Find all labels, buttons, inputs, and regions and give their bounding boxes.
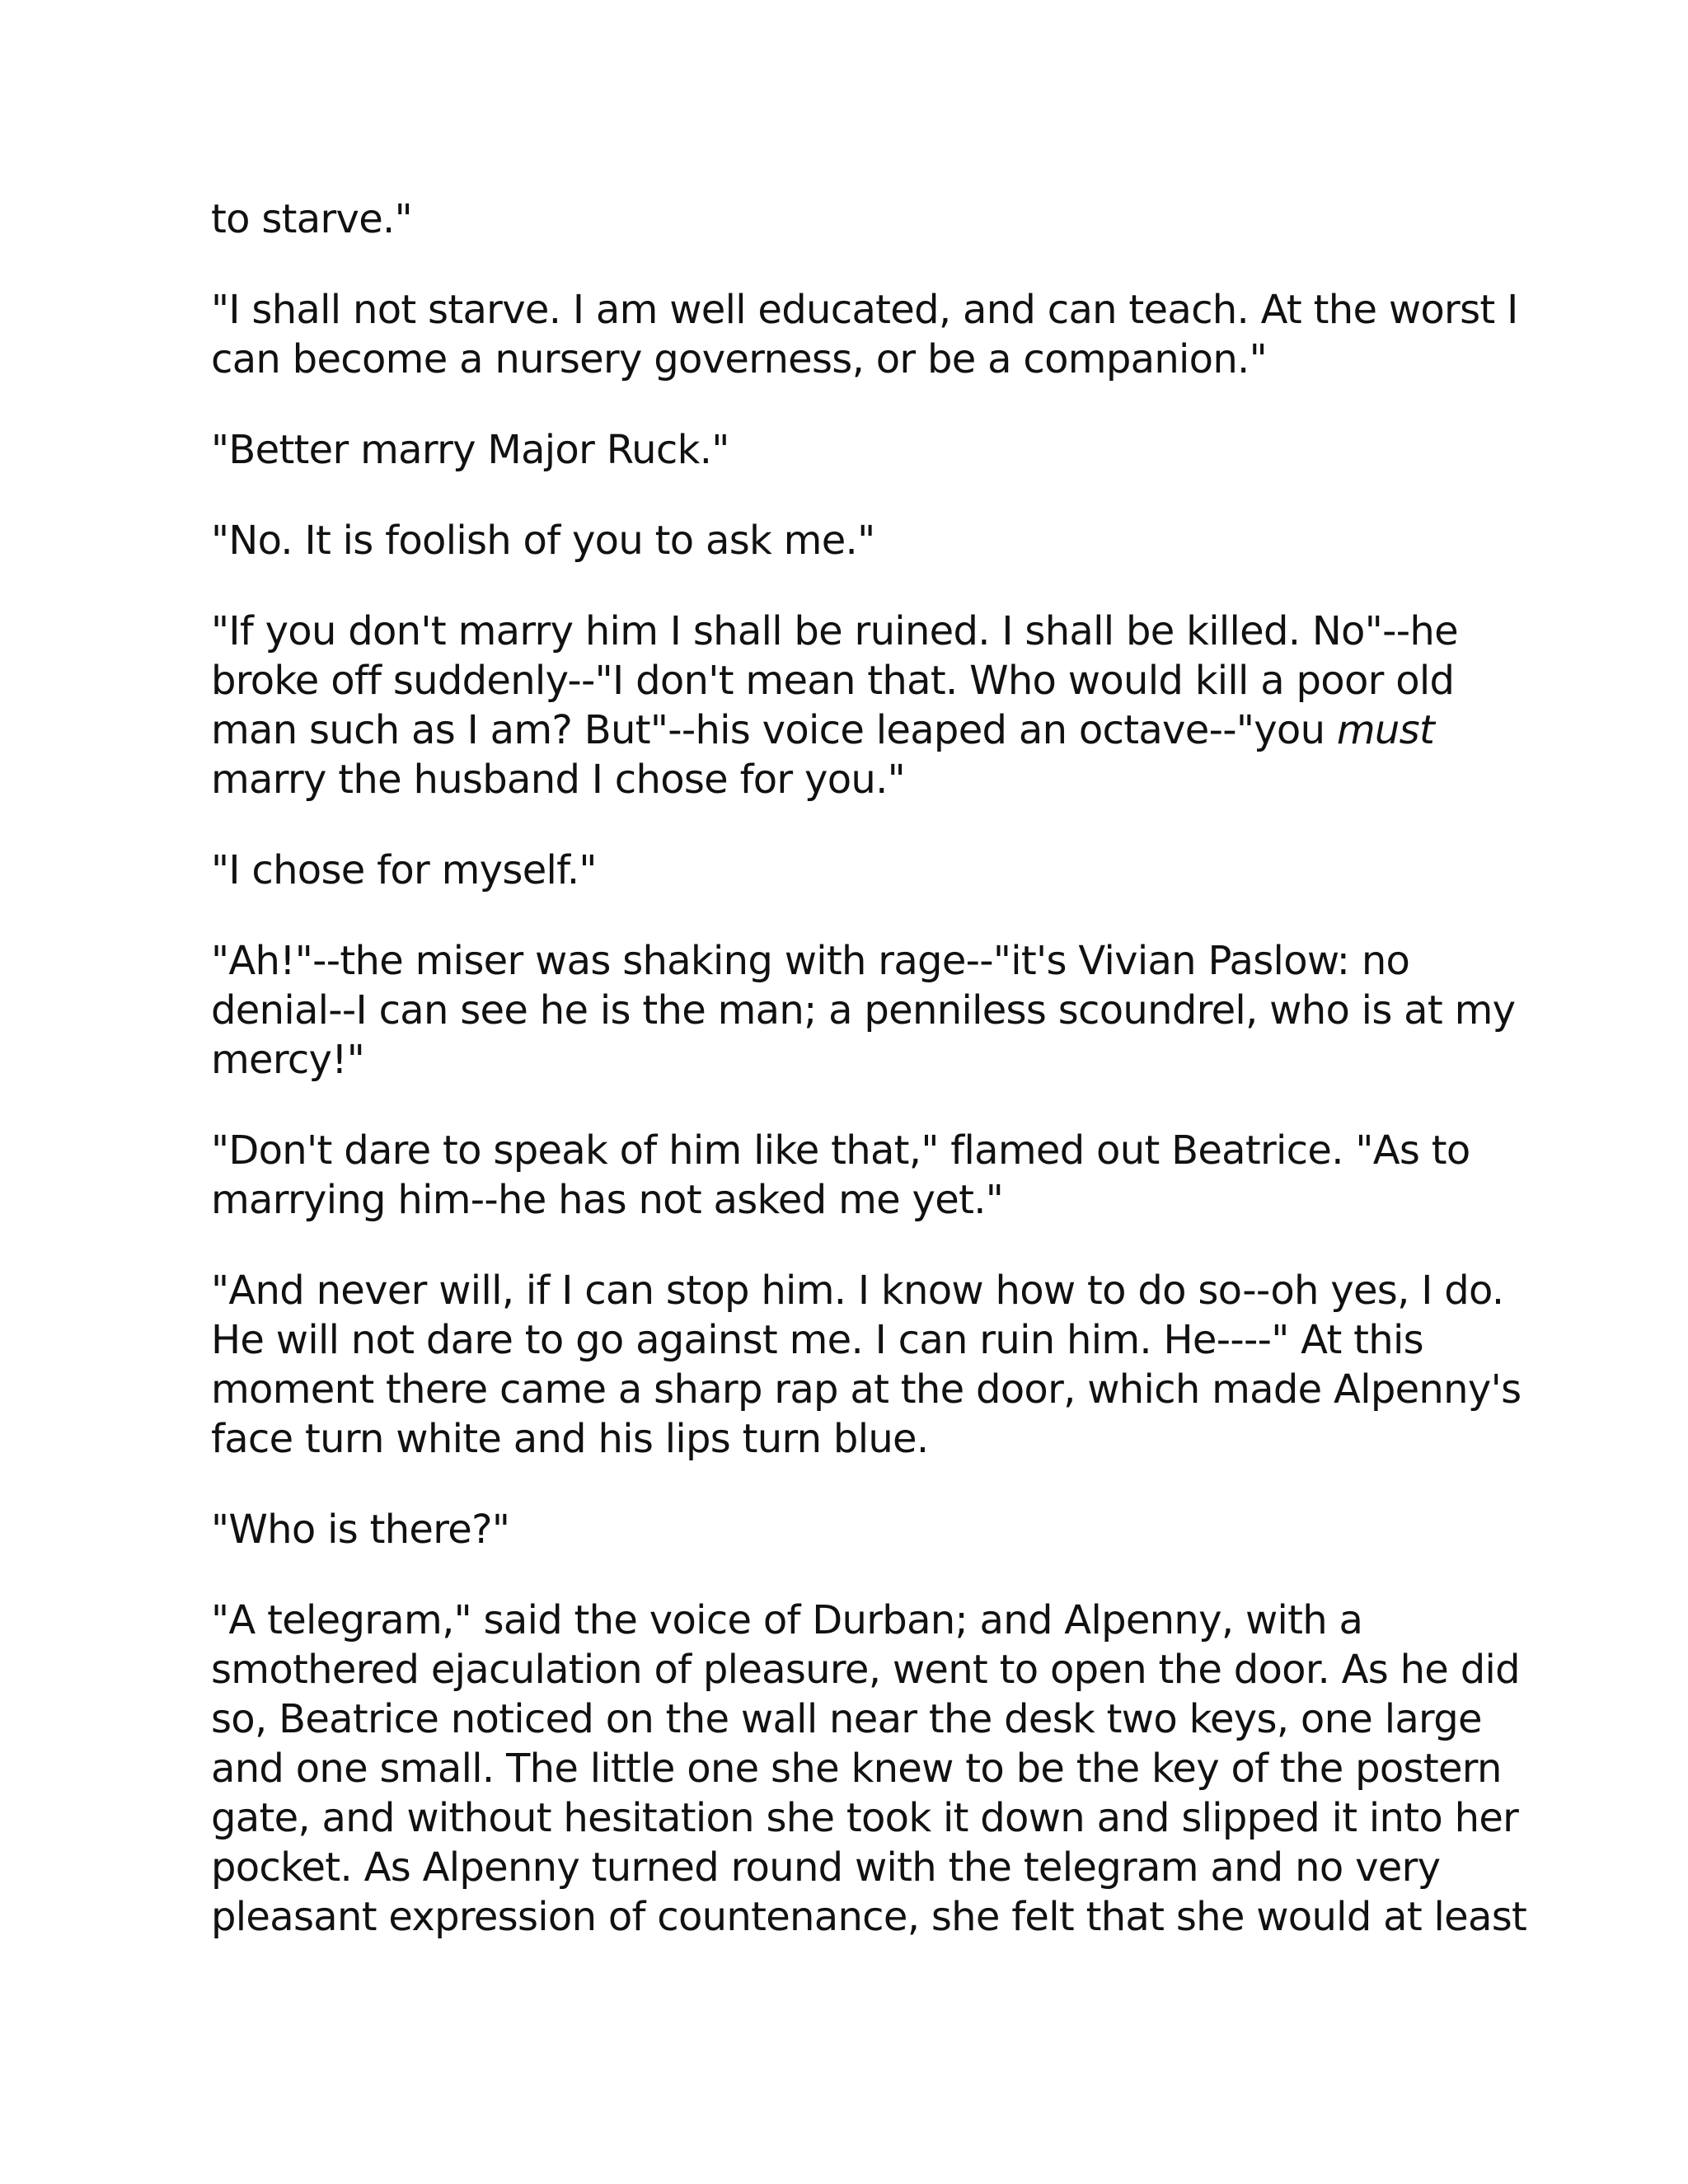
text-line: marry the husband I chose for you.": [211, 757, 906, 803]
paragraph-1: [211, 194, 1497, 244]
text-line: "And never will, if I can stop him. I know how to do so--oh yes, I do.: [211, 1268, 1504, 1314]
body-text: [211, 194, 1527, 1983]
text-line: pocket. As Alpenny turned round with the telegram and no very: [211, 1844, 1441, 1891]
text-line: moment there came a sharp rap at the door, which made Alpenny's: [211, 1366, 1522, 1413]
paragraph-8: [211, 1126, 1497, 1225]
text-line: so, Beatrice noticed on the wall near the desk two keys, one large: [211, 1696, 1482, 1742]
text-line: "Who is there?": [211, 1507, 510, 1553]
text-line: "Ah!"--the miser was shaking with rage--"it's Vivian Paslow: no: [211, 938, 1410, 984]
paragraph-11: [211, 1596, 1527, 1942]
text-line: broke off suddenly--"I don't mean that. Who would kill a poor old: [211, 658, 1455, 704]
paragraph-10: [211, 1505, 1497, 1554]
text-line: to starve.": [211, 196, 412, 242]
text-line: "I shall not starve. I am well educated, and can teach. At the worst I: [211, 287, 1518, 333]
text-line: mercy!": [211, 1037, 365, 1083]
paragraph-6: [211, 846, 1497, 895]
text-line: marrying him--he has not asked me yet.": [211, 1177, 1004, 1223]
text-line: "No. It is foolish of you to ask me.": [211, 518, 875, 564]
text-line: gate, and without hesitation she took it down and slipped it into her: [211, 1795, 1519, 1841]
text-line: "Don't dare to speak of him like that," flamed out Beatrice. "As to: [211, 1127, 1470, 1174]
text-fragment: man such as I am? But"--his voice leaped an octave--"you: [211, 707, 1337, 753]
paragraph-9: [211, 1266, 1522, 1464]
paragraph-2: [211, 285, 1518, 384]
text-line: "A telegram," said the voice of Durban; and Alpenny, with a: [211, 1597, 1363, 1643]
text-line: "I chose for myself.": [211, 847, 597, 893]
text-line: face turn white and his lips turn blue.: [211, 1416, 929, 1462]
text-line: and one small. The little one she knew to be the key of the postern: [211, 1746, 1502, 1792]
text-line: "If you don't marry him I shall be ruined. I shall be killed. No"--he: [211, 608, 1458, 654]
text-line: smothered ejaculation of pleasure, went to open the door. As he did: [211, 1647, 1520, 1693]
paragraph-7: [211, 936, 1516, 1085]
paragraph-4: [211, 516, 1497, 565]
text-line: denial--I can see he is the man; a penniless scoundrel, who is at my: [211, 987, 1516, 1033]
paragraph-5: [211, 607, 1497, 804]
text-line: "Better marry Major Ruck.": [211, 427, 729, 473]
text-line: pleasant expression of countenance, she felt that she would at least: [211, 1894, 1527, 1940]
emphasized-word: must: [1336, 707, 1435, 753]
text-line-with-emphasis: [211, 705, 1497, 755]
text-line: He will not dare to go against me. I can ruin him. He----" At this: [211, 1317, 1423, 1363]
text-line: can become a nursery governess, or be a companion.": [211, 336, 1267, 382]
paragraph-3: [211, 425, 1497, 475]
